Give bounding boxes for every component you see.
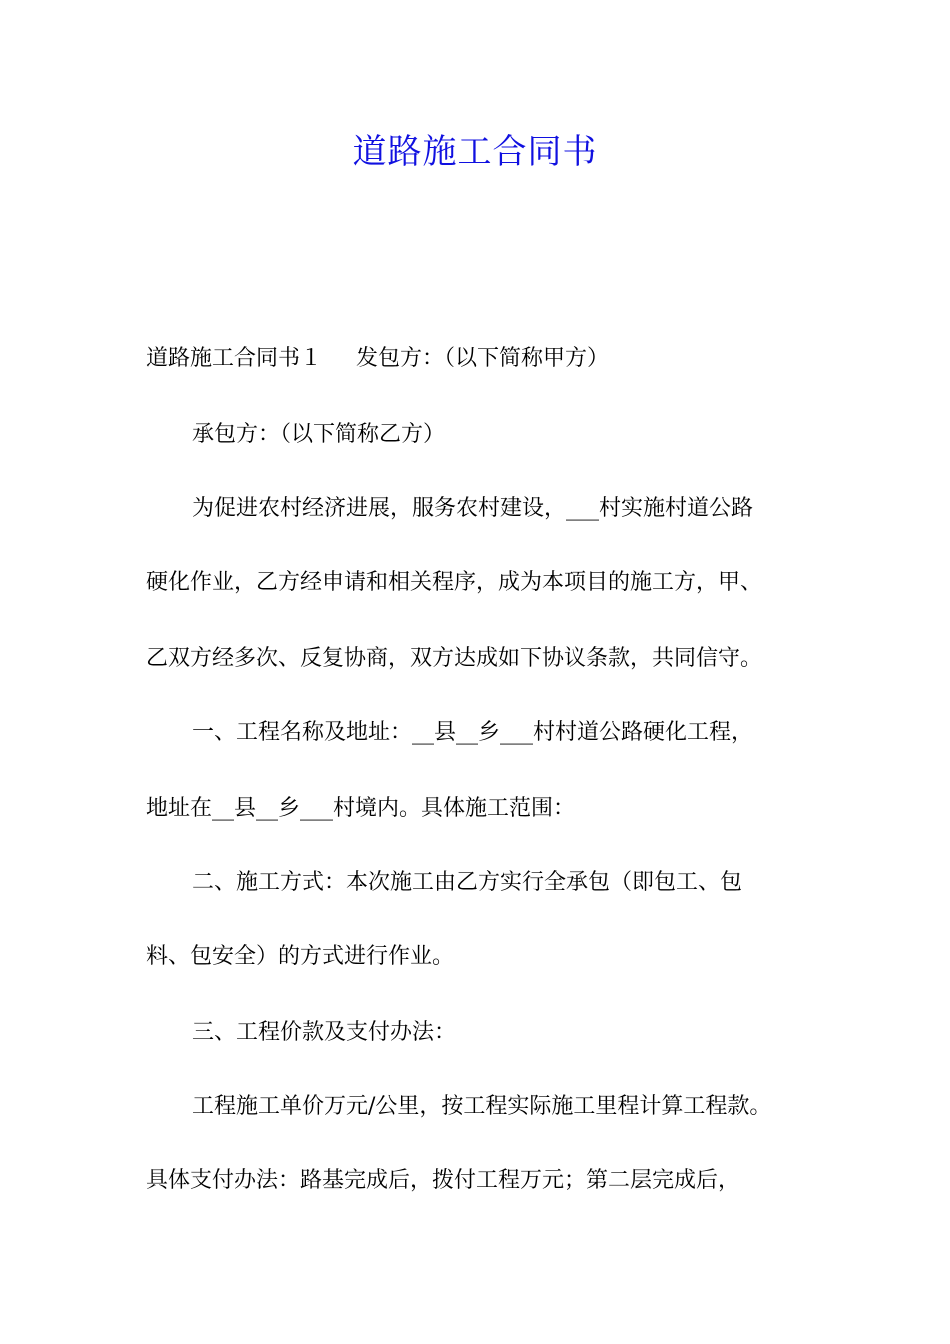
paragraph-line: 地址在__县__乡___村境内。具体施工范围： [146,796,576,821]
paragraph-line: 工程施工单价万元/公里，按工程实际施工里程计算工程款。 [192,1094,772,1119]
first-line [146,344,609,374]
contract-number-label: 道路施工合同书１ [146,346,323,371]
paragraph-line: 为促进农村经济进展，服务农村建设，___村实施村道公路 [192,496,754,521]
paragraph-line: 承包方：（以下简称乙方） [192,422,446,447]
paragraph-line: 一、工程名称及地址：__县__乡___村村道公路硬化工程， [192,720,754,745]
paragraph-line: 具体支付办法：路基完成后，拨付工程万元；第二层完成后， [146,1168,741,1193]
document-title: 道路施工合同书 [352,132,598,172]
paragraph-line: 二、施工方式：本次施工由乙方实行全承包（即包工、包 [192,870,743,895]
section-heading: 三、工程价款及支付办法： [192,1020,457,1045]
paragraph-line: 乙双方经多次、反复协商，双方达成如下协议条款，共同信守。 [146,646,763,671]
paragraph-line: 料、包安全）的方式进行作业。 [146,944,455,969]
issuing-party-label: 发包方：（以下简称甲方） [356,346,610,371]
paragraph-line: 硬化作业，乙方经申请和相关程序，成为本项目的施工方，甲、 [146,570,763,595]
